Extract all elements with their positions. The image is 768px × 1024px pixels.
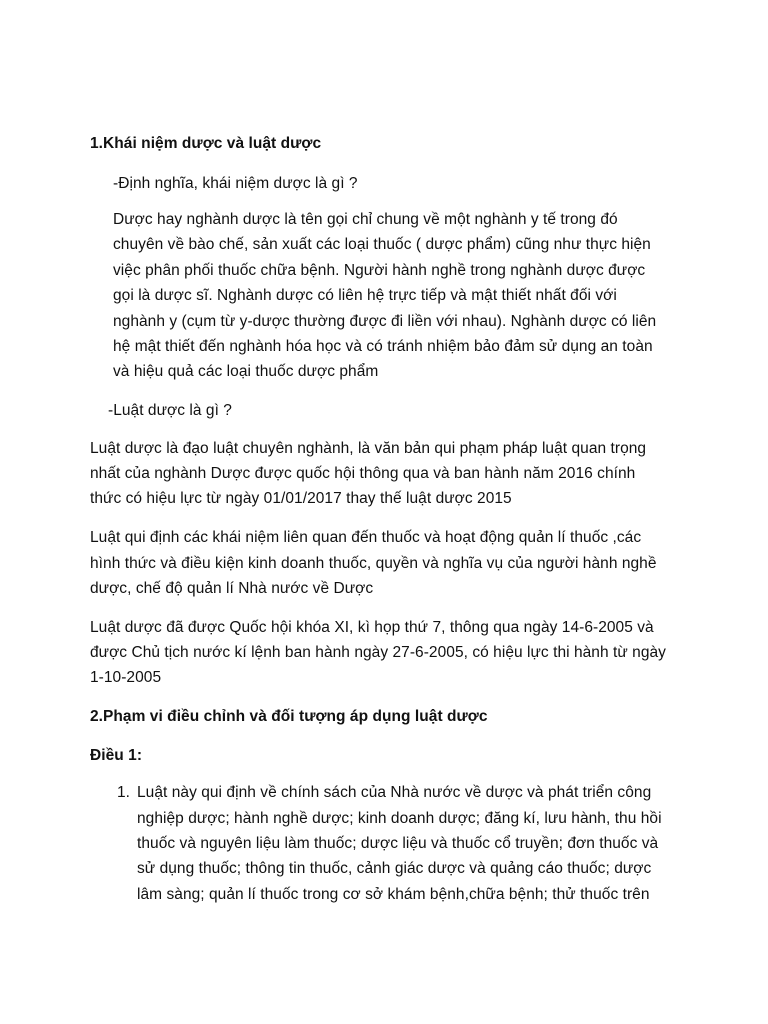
section-heading-2: 2.Phạm vi điều chỉnh và đối tượng áp dụng luật dược <box>90 708 488 725</box>
paragraph-line: chuyên về bào chế, sản xuất các loại thuốc ( dược phẩm) cũng như thực hiện <box>113 236 651 253</box>
question-definition: -Định nghĩa, khái niệm dược là gì ? <box>113 175 358 192</box>
paragraph-line: thức có hiệu lực từ ngày 01/01/2017 thay thế luật dược 2015 <box>90 490 512 507</box>
list-item-line: sử dụng thuốc; thông tin thuốc, cảnh giác dược và quảng cáo thuốc; dược <box>137 860 652 877</box>
paragraph-line: và hiệu quả các loại thuốc dược phẩm <box>113 363 379 380</box>
paragraph-line: nhất của nghành Dược được quốc hội thông qua và ban hành năm 2016 chính <box>90 465 636 482</box>
paragraph-line: nghành y (cụm từ y-dược thường được đi liền với nhau). Nghành dược có liên <box>113 313 657 330</box>
paragraph-line: hình thức và điều kiện kinh doanh thuốc, quyền và nghĩa vụ của người hành nghề <box>90 555 657 572</box>
list-item-line: nghiệp dược; hành nghề dược; kinh doanh dược; đăng kí, lưu hành, thu hồi <box>137 810 662 827</box>
section-heading-1: 1.Khái niệm dược và luật dược <box>90 135 322 152</box>
list-item-line: thuốc và nguyên liệu làm thuốc; dược liệu và thuốc cổ truyền; đơn thuốc và <box>137 835 659 852</box>
list-marker: 1. <box>117 784 131 801</box>
paragraph-line: Luật dược là đạo luật chuyên nghành, là văn bản qui phạm pháp luật quan trọng <box>90 440 647 457</box>
paragraph-line: dược, chế độ quản lí Nhà nước về Dược <box>90 580 374 597</box>
list-item-line: Luật này qui định về chính sách của Nhà nước về dược và phát triển công <box>137 784 652 801</box>
paragraph-line: việc phân phối thuốc chữa bệnh. Người hành nghề trong nghành dược được <box>113 262 646 279</box>
paragraph-line: Luật qui định các khái niệm liên quan đến thuốc và hoạt động quản lí thuốc ,các <box>90 529 642 546</box>
paragraph-line: được Chủ tịch nước kí lệnh ban hành ngày 27-6-2005, có hiệu lực thi hành từ ngày <box>90 644 666 661</box>
question-law: -Luật dược là gì ? <box>108 402 232 419</box>
paragraph-line: hệ mật thiết đến nghành hóa học và có tránh nhiệm bảo đảm sử dụng an toàn <box>113 338 653 355</box>
paragraph-line: Luật dược đã được Quốc hội khóa XI, kì họp thứ 7, thông qua ngày 14-6-2005 và <box>90 619 654 636</box>
paragraph-line: gọi là dược sĩ. Nghành dược có liên hệ trực tiếp và mật thiết nhất đối với <box>113 287 617 304</box>
list-item-line: lâm sàng; quản lí thuốc trong cơ sở khám bệnh,chữa bệnh; thử thuốc trên <box>137 886 650 903</box>
paragraph-line: 1-10-2005 <box>90 669 162 686</box>
article-heading: Điều 1: <box>90 747 143 764</box>
paragraph-line: Dược hay nghành dược là tên gọi chỉ chung về một nghành y tế trong đó <box>113 211 618 228</box>
